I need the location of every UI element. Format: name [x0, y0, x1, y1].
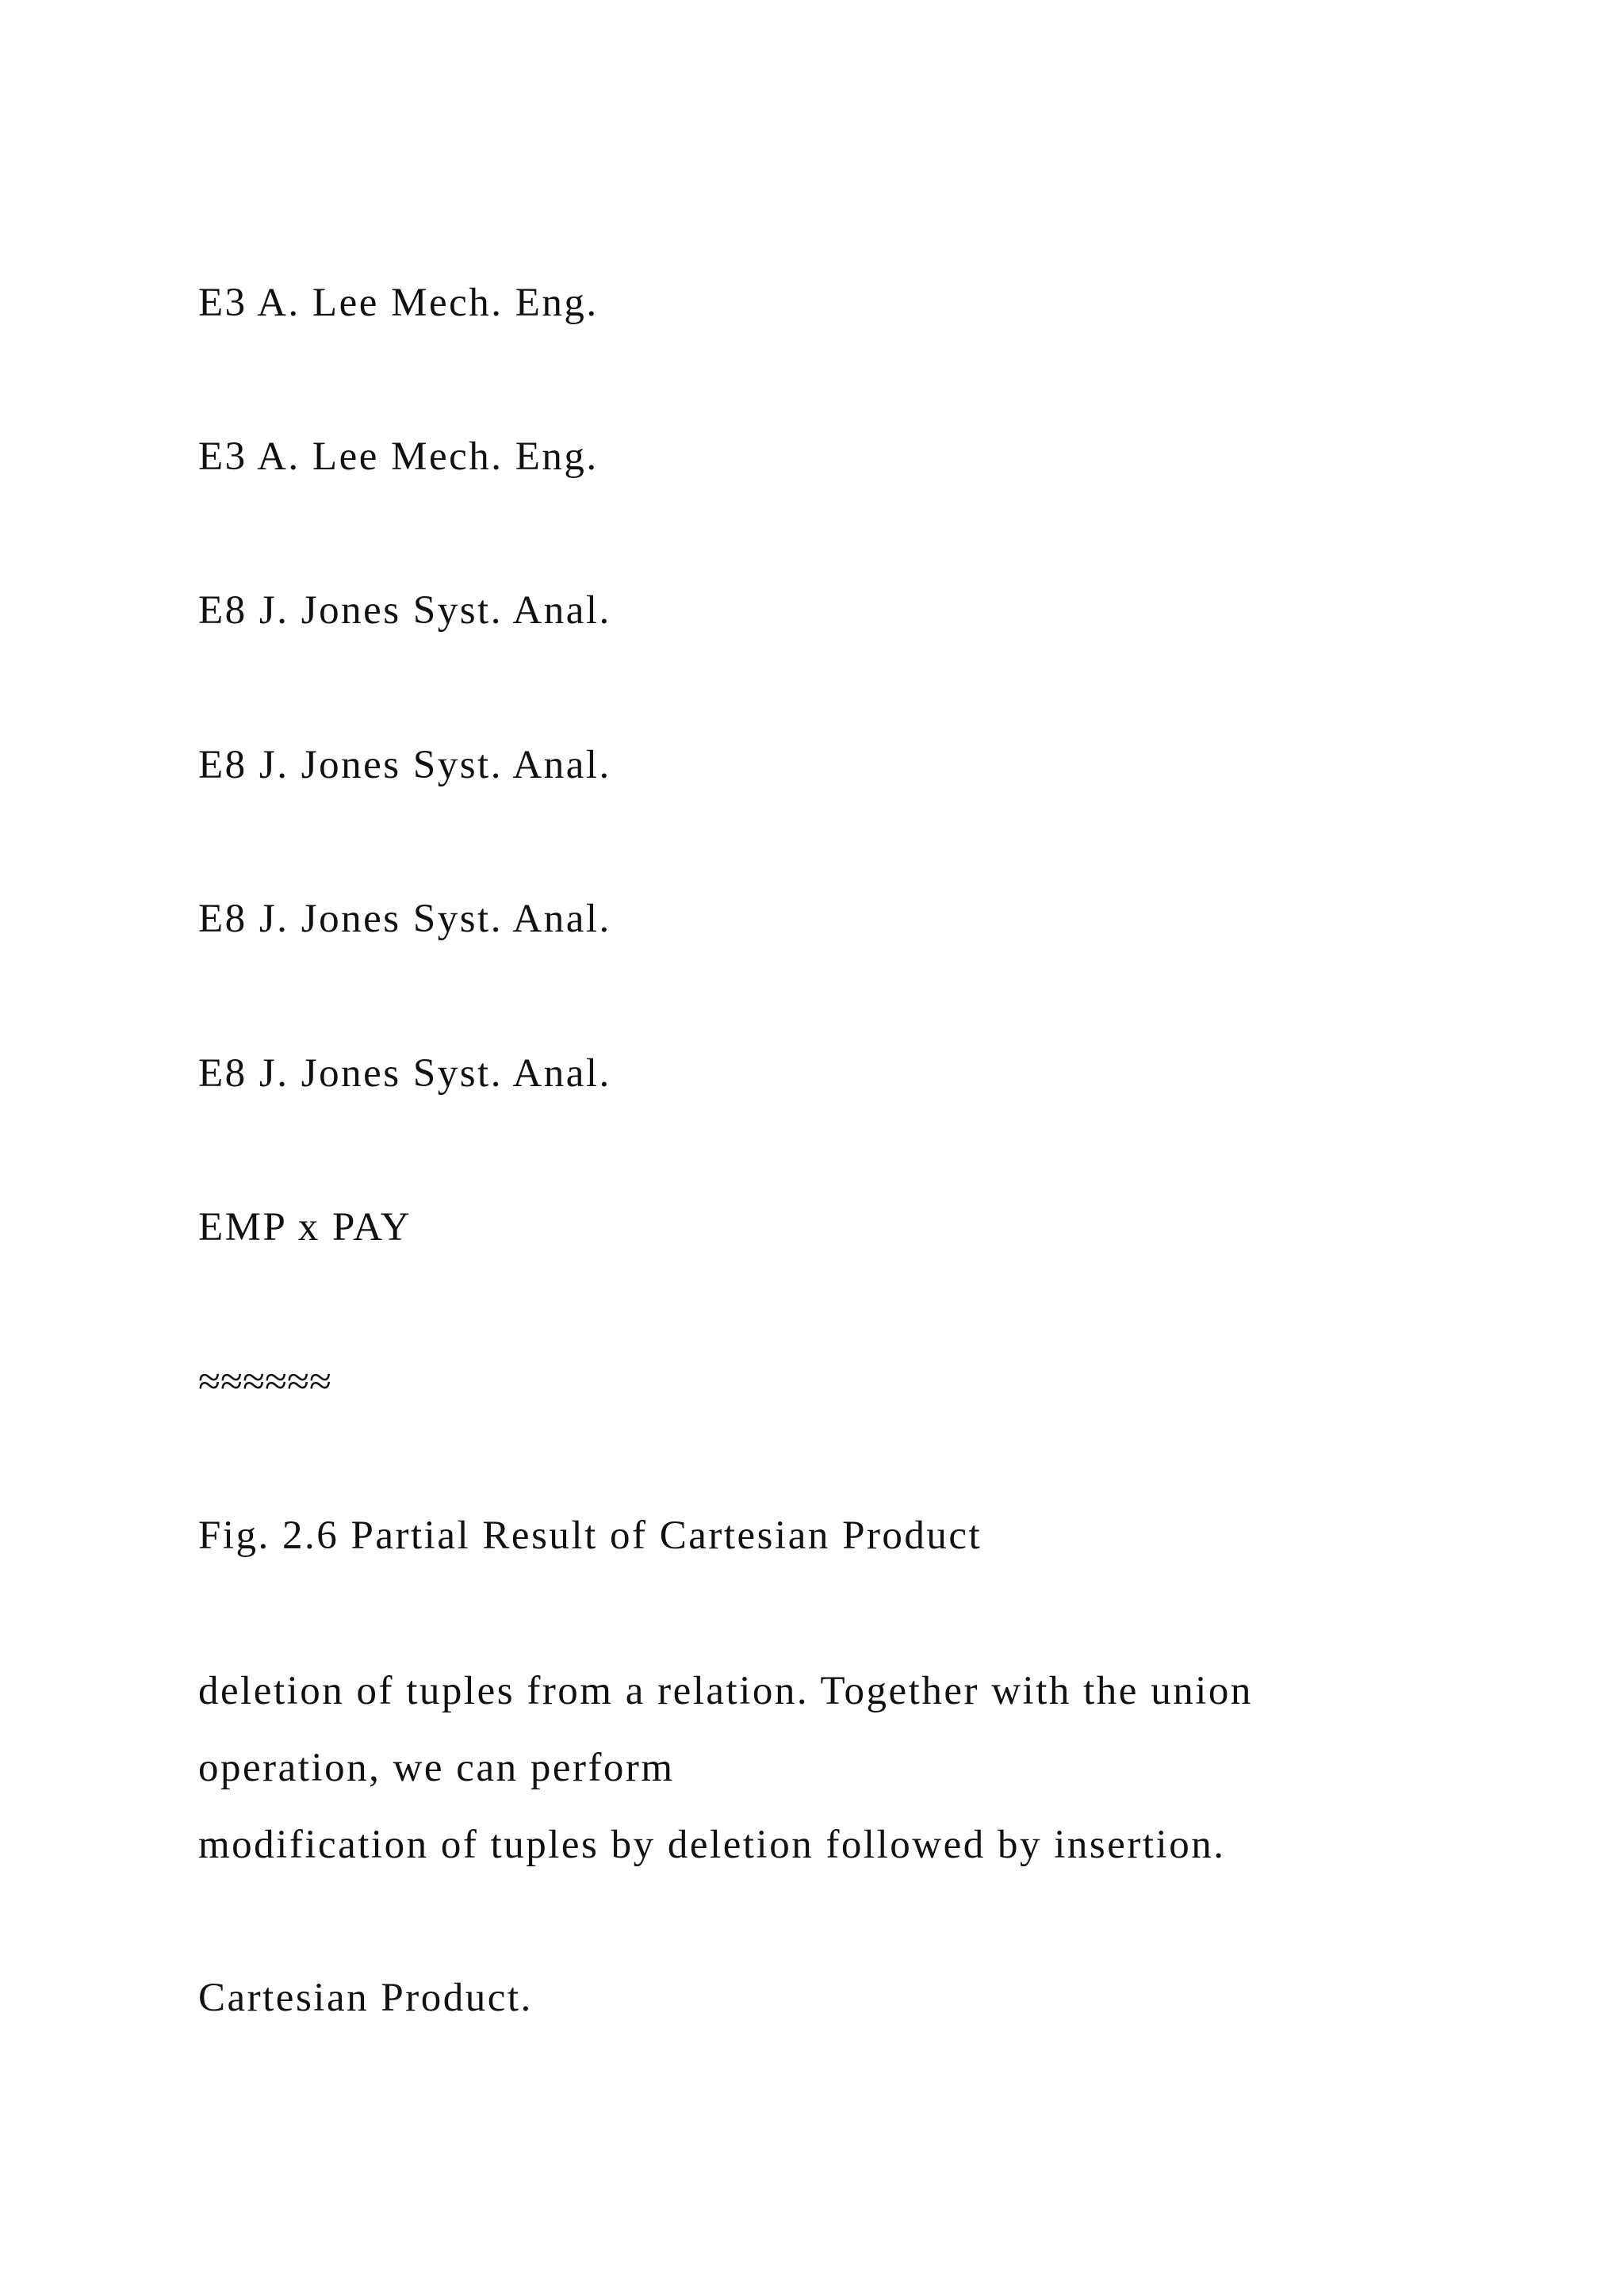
paragraph-line: modification of tuples by deletion followed by insertion. — [198, 1823, 1226, 1867]
paragraph-line: operation, we can perform — [198, 1746, 675, 1790]
ellipsis-marks: ≈≈≈≈≈≈ — [198, 1360, 331, 1404]
body-paragraph — [198, 1653, 1483, 1884]
table-row: E8 J. Jones Syst. Anal. — [198, 588, 611, 633]
table-row: E3 A. Lee Mech. Eng. — [198, 281, 599, 325]
table-row: E8 J. Jones Syst. Anal. — [198, 897, 611, 941]
paragraph-line: deletion of tuples from a relation. Together with the union — [198, 1669, 1253, 1713]
table-row: E3 A. Lee Mech. Eng. — [198, 434, 599, 479]
relation-label: EMP x PAY — [198, 1205, 412, 1249]
table-row: E8 J. Jones Syst. Anal. — [198, 743, 611, 787]
figure-caption: Fig. 2.6 Partial Result of Cartesian Product — [198, 1513, 982, 1558]
table-row: E8 J. Jones Syst. Anal. — [198, 1051, 611, 1096]
section-heading: Cartesian Product. — [198, 1976, 533, 2020]
